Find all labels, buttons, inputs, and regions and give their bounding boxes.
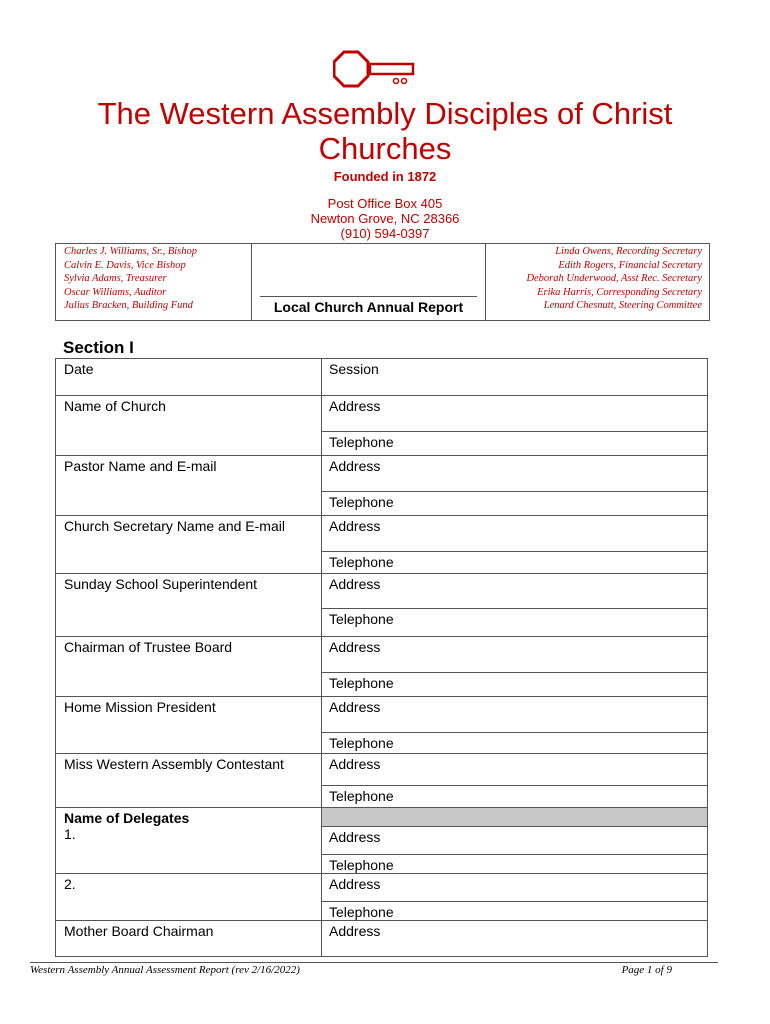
miss-contestant-telephone-field[interactable]: Telephone [322, 786, 708, 808]
pastor-field[interactable]: Pastor Name and E-mail [56, 456, 322, 516]
assembly-logo-icon [333, 50, 415, 90]
table-row [56, 873, 708, 901]
table-row [56, 754, 708, 786]
officer-entry: Calvin E. Davis, Vice Bishop [64, 259, 186, 271]
officer-entry: Linda Owens, Recording Secretary [555, 246, 702, 257]
officers-box [55, 243, 710, 321]
phone-number: (910) 594-0397 [340, 226, 430, 241]
pastor-address-field[interactable]: Address [322, 456, 708, 492]
section-title: Section I [63, 338, 134, 357]
home-mission-telephone-field[interactable]: Telephone [322, 733, 708, 754]
title-line-1: The Western Assembly Disciples of Christ [97, 96, 673, 131]
officer-entry: Erika Harris, Corresponding Secretary [537, 286, 702, 298]
table-row [56, 359, 708, 396]
section-one-form [55, 358, 708, 957]
table-row [56, 808, 708, 827]
officer-entry: Edith Rogers, Financial Secretary [558, 259, 702, 271]
trustee-address-field[interactable]: Address [322, 637, 708, 673]
table-row [56, 826, 708, 854]
officer-entry: Deborah Underwood, Asst Rec. Secretary [526, 273, 702, 284]
home-mission-address-field[interactable]: Address [322, 697, 708, 733]
report-title: Local Church Annual Report [273, 299, 464, 315]
mother-board-address-field[interactable]: Address [322, 920, 708, 956]
address-line-1: Post Office Box 405 [327, 196, 443, 211]
footer-report-name: Western Assembly Annual Assessment Report (rev 2/16/2022) [30, 964, 300, 976]
table-row [56, 396, 708, 432]
trustee-telephone-field[interactable]: Telephone [322, 673, 708, 697]
delegate-2-telephone-field[interactable]: Telephone [322, 901, 708, 920]
founded-text: Founded in 1872 [333, 169, 437, 184]
sunday-school-telephone-field[interactable]: Telephone [322, 609, 708, 637]
table-row [56, 516, 708, 552]
table-row [56, 574, 708, 609]
officer-entry: Sylvia Adams, Treasurer [64, 273, 167, 284]
church-address-field[interactable]: Address [322, 396, 708, 432]
sunday-school-address-field[interactable]: Address [322, 574, 708, 609]
table-row [56, 920, 708, 956]
miss-contestant-field[interactable]: Miss Western Assembly Contestant [56, 754, 322, 808]
table-row [56, 456, 708, 492]
mother-board-field[interactable]: Mother Board Chairman [56, 920, 322, 956]
delegate-1-telephone-field[interactable]: Telephone [322, 854, 708, 873]
delegate-2-address-field[interactable]: Address [322, 873, 708, 901]
table-row [56, 637, 708, 673]
mailing-address [0, 196, 770, 241]
officer-entry: Julius Bracken, Building Fund [64, 300, 193, 311]
delegate-1-field[interactable]: 1. [56, 826, 322, 873]
church-name-field[interactable]: Name of Church [56, 396, 322, 456]
date-field[interactable]: Date [56, 359, 322, 396]
address-line-2: Newton Grove, NC 28366 [310, 211, 460, 226]
officers-right-column [486, 244, 709, 320]
page-title [0, 96, 770, 166]
report-title-rule [260, 296, 477, 297]
delegates-shaded-cell [322, 808, 708, 827]
pastor-telephone-field[interactable]: Telephone [322, 492, 708, 516]
delegate-1-address-field[interactable]: Address [322, 826, 708, 854]
secretary-address-field[interactable]: Address [322, 516, 708, 552]
title-line-2: Churches [318, 131, 452, 166]
secretary-field[interactable]: Church Secretary Name and E-mail [56, 516, 322, 574]
footer-rule [30, 962, 718, 963]
sunday-school-field[interactable]: Sunday School Superintendent [56, 574, 322, 637]
delegates-heading: Name of Delegates [56, 808, 322, 827]
trustee-field[interactable]: Chairman of Trustee Board [56, 637, 322, 697]
officer-entry: Oscar Williams, Auditor [64, 286, 167, 298]
officer-entry: Charles J. Williams, Sr., Bishop [64, 246, 198, 257]
secretary-telephone-field[interactable]: Telephone [322, 552, 708, 574]
miss-contestant-address-field[interactable]: Address [322, 754, 708, 786]
officer-entry: Lenard Chesnutt, Steering Committee [543, 300, 702, 311]
table-row [56, 697, 708, 733]
delegate-2-field[interactable]: 2. [56, 873, 322, 920]
session-field[interactable]: Session [322, 359, 708, 396]
home-mission-field[interactable]: Home Mission President [56, 697, 322, 754]
church-telephone-field[interactable]: Telephone [322, 432, 708, 456]
page-number: Page 1 of 9 [621, 964, 672, 976]
report-title-box [252, 244, 486, 320]
officers-left-column [56, 244, 252, 320]
